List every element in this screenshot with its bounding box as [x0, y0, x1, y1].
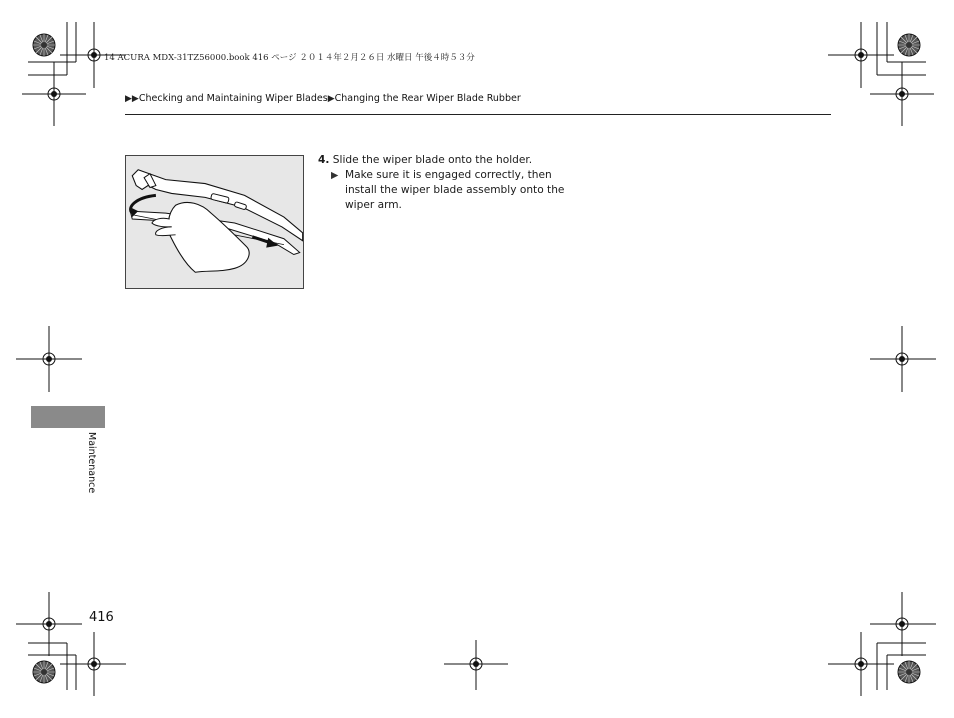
step-note-text: Make sure it is engaged correctly, then install the wiper blade assembly onto the wiper arm. — [345, 169, 565, 211]
step-4 — [318, 153, 578, 213]
color-target-icon — [898, 661, 920, 683]
header-rule — [125, 114, 831, 115]
breadcrumb — [125, 93, 521, 104]
step-text: Slide the wiper blade onto the holder. — [332, 154, 533, 166]
breadcrumb-section: Checking and Maintaining Wiper Blades — [138, 93, 328, 104]
step-note — [318, 168, 578, 213]
page-number: 416 — [89, 610, 114, 625]
breadcrumb-arrows-icon: ▶▶ — [125, 94, 139, 104]
breadcrumb-separator-icon: ▶ — [327, 94, 335, 104]
color-target-icon — [33, 34, 55, 56]
section-tab — [31, 406, 105, 428]
file-header: 14 ACURA MDX-31TZ56000.book 416 ページ ２０１４年２月２６日 水曜日 午後４時５３分 — [104, 53, 475, 63]
step-number: 4. — [318, 154, 330, 166]
color-target-icon — [898, 34, 920, 56]
wiper-blade-illustration — [125, 155, 304, 289]
breadcrumb-subsection: Changing the Rear Wiper Blade Rubber — [334, 93, 521, 104]
section-label: Maintenance — [86, 432, 97, 494]
color-target-icon — [33, 661, 55, 683]
step-instruction — [318, 153, 578, 168]
note-arrow-icon: ▶ — [331, 170, 339, 181]
